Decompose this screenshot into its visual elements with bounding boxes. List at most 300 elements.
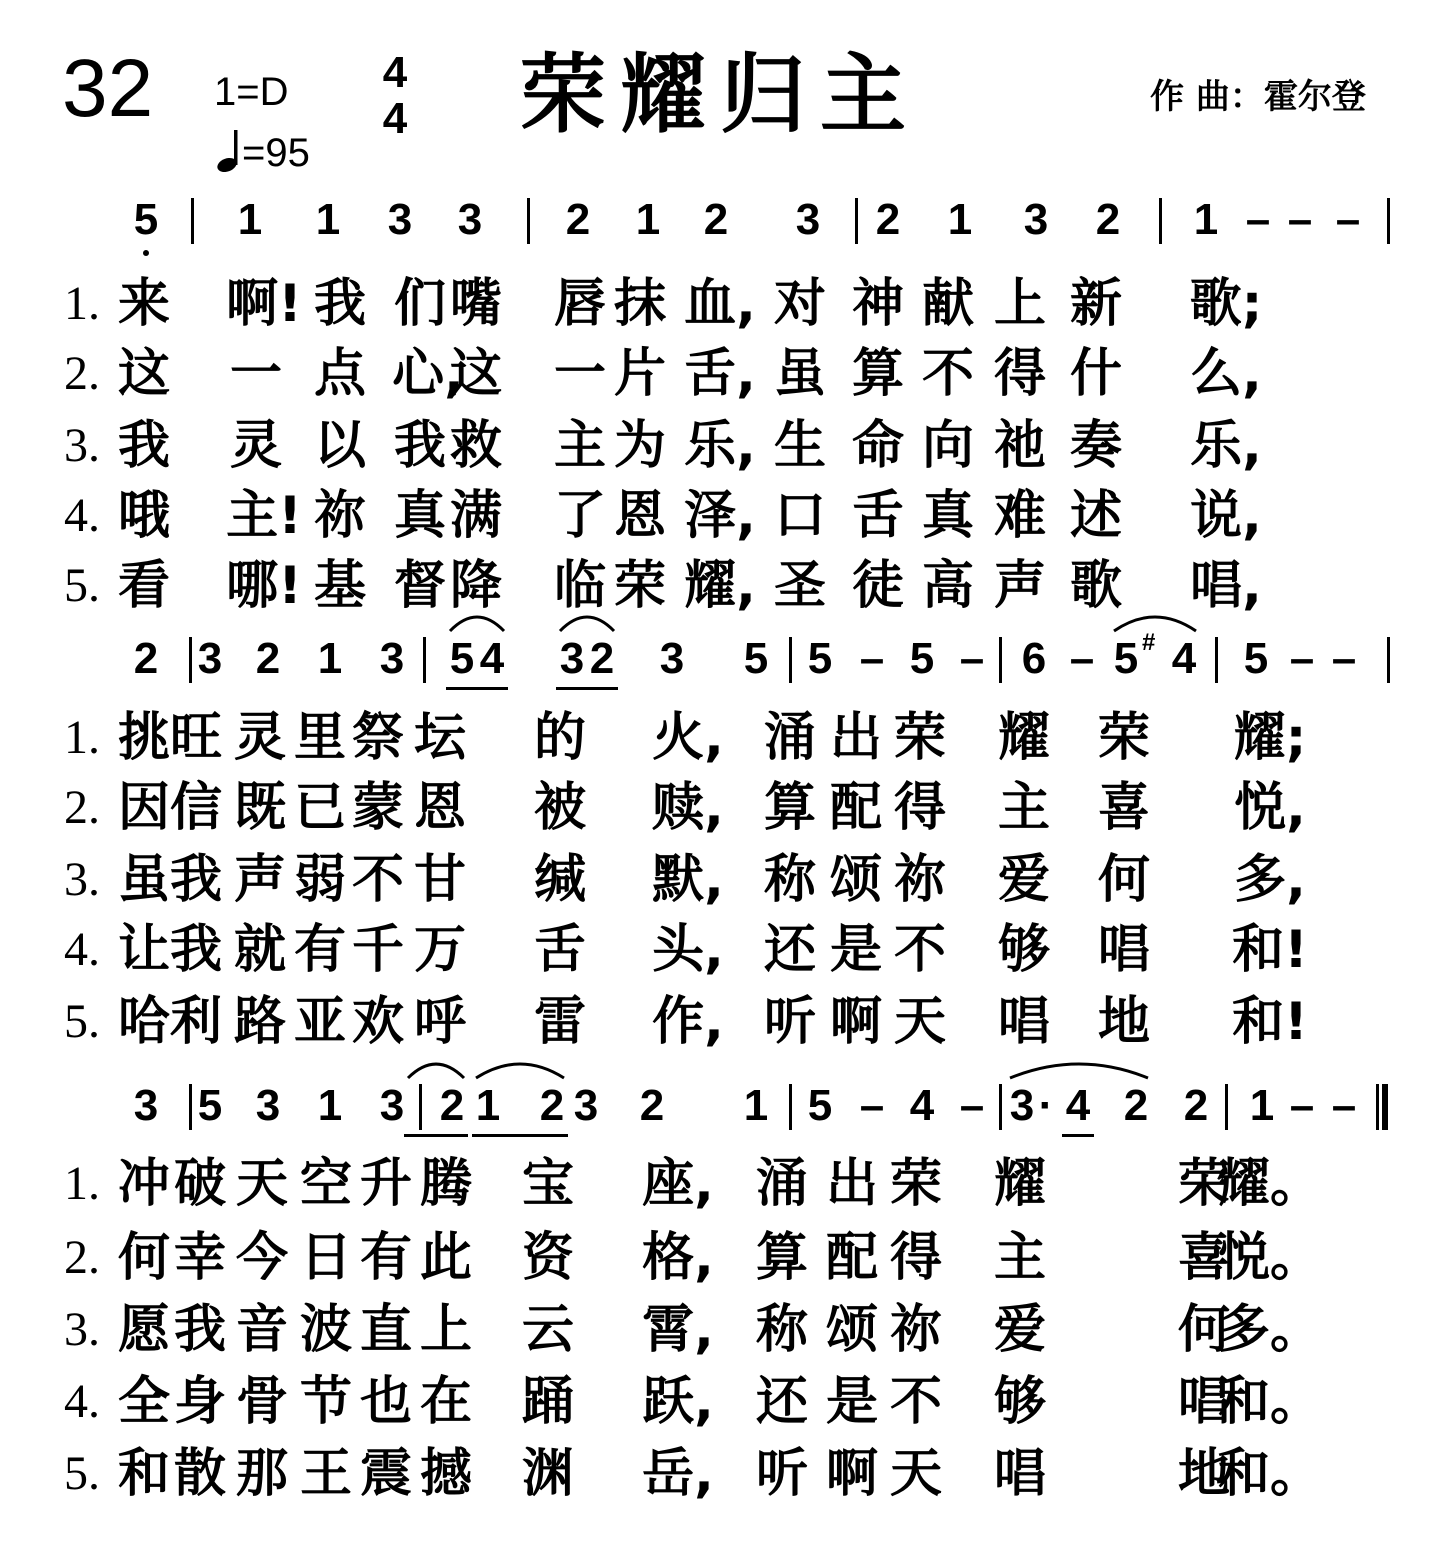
lyric-syllable: 舌 <box>851 486 905 546</box>
lyric-syllable: 唱 <box>993 1444 1047 1504</box>
lyric-syllable: 荣 <box>1177 1154 1231 1214</box>
note: 5 <box>1243 634 1269 683</box>
note: 1 <box>315 195 341 244</box>
verse-number: 3. <box>64 1303 100 1356</box>
lyric-syllable: 血, <box>684 274 756 334</box>
lyric-syllable: 我 <box>169 920 223 980</box>
lyric-syllable: 颂 <box>829 850 883 910</box>
note: 1 <box>635 195 661 244</box>
lyric-syllable: 什 <box>1069 344 1123 404</box>
note: 4 <box>909 1081 935 1130</box>
note: 2 <box>1183 1081 1209 1130</box>
lyric-syllable: 全 <box>117 1372 171 1432</box>
verse-number: 5. <box>64 559 100 612</box>
note: 2 <box>703 195 729 244</box>
verse-number: 5. <box>64 995 100 1048</box>
lyric-syllable: 听 <box>763 992 817 1052</box>
lyric-syllable: 因 <box>117 778 171 838</box>
notation-row-2 <box>0 629 1450 705</box>
barline <box>1387 198 1390 244</box>
lyric-syllable: 不 <box>351 850 405 910</box>
lyric-syllable: 我 <box>173 1300 227 1360</box>
lyric-syllable: 新 <box>1069 274 1123 334</box>
lyric-syllable: 身 <box>173 1372 227 1432</box>
dash-extension: – <box>1289 1081 1315 1130</box>
note: 3 <box>573 1081 599 1130</box>
lyric-syllable: 么, <box>1190 344 1262 404</box>
lyric-syllable: 在 <box>419 1372 473 1432</box>
note: 5 <box>1113 634 1139 683</box>
lyric-syllable: 主 <box>997 778 1051 838</box>
lyric-syllable: 恩 <box>613 486 667 546</box>
lyric-line <box>64 778 1364 842</box>
lyric-syllable: 喜 <box>1097 778 1151 838</box>
dash-extension: – <box>959 1081 985 1130</box>
slur <box>406 1058 466 1080</box>
lyric-line <box>64 274 1364 338</box>
barline <box>855 198 858 244</box>
lyric-syllable: 耀。 <box>1217 1154 1323 1214</box>
lyric-syllable: 向 <box>921 416 975 476</box>
verse-number: 5. <box>64 1447 100 1500</box>
note: 2 <box>589 634 615 683</box>
lyric-syllable: 欢 <box>351 992 405 1052</box>
lyric-syllable: 不 <box>893 920 947 980</box>
lyric-syllable: 和 <box>117 1444 171 1504</box>
lyric-syllable: 雷 <box>533 992 587 1052</box>
lyric-syllable: 喜 <box>1177 1228 1231 1288</box>
lyric-syllable: 说, <box>1190 486 1262 546</box>
barline <box>999 637 1002 683</box>
lyric-syllable: 得 <box>993 344 1047 404</box>
lyric-syllable: 神 <box>851 274 905 334</box>
lyric-line <box>64 1444 1364 1508</box>
lyric-syllable: 耀 <box>993 1154 1047 1214</box>
lyric-syllable: 地 <box>1097 992 1151 1052</box>
note: 5 <box>909 634 935 683</box>
lyric-syllable: 直 <box>359 1300 413 1360</box>
lyric-syllable: 甘 <box>413 850 467 910</box>
lyric-syllable: 不 <box>889 1372 943 1432</box>
lyric-syllable: 不 <box>921 344 975 404</box>
slur <box>558 611 616 633</box>
lyric-syllable: 唱, <box>1190 556 1262 616</box>
lyric-syllable: 称 <box>755 1300 809 1360</box>
lyric-syllable: 算 <box>763 778 817 838</box>
lyric-syllable: 片 <box>613 344 667 404</box>
lyric-syllable: 舌, <box>684 344 756 404</box>
lyric-syllable: 满 <box>449 486 503 546</box>
lyric-syllable: 和! <box>1232 920 1308 980</box>
note: 3 <box>1023 195 1049 244</box>
barline <box>1225 1084 1228 1130</box>
lyric-syllable: 被 <box>533 778 587 838</box>
lyric-syllable: 救 <box>449 416 503 476</box>
lyric-syllable: 我 <box>313 274 367 334</box>
lyric-syllable: 骨 <box>235 1372 289 1432</box>
lyric-line <box>64 992 1364 1056</box>
lyric-syllable: 悦, <box>1234 778 1306 838</box>
lyric-syllable: 虽 <box>773 344 827 404</box>
lyric-syllable: 歌; <box>1189 274 1263 334</box>
augmentation-dot: · <box>1038 1081 1054 1130</box>
lyric-syllable: 空 <box>299 1154 353 1214</box>
note: 2 <box>255 634 281 683</box>
lyric-syllable: 高 <box>921 556 975 616</box>
lyric-syllable: 我 <box>169 850 223 910</box>
lyric-syllable: 万 <box>413 920 467 980</box>
final-barline <box>1376 1084 1388 1130</box>
lyric-syllable: 虽 <box>117 850 171 910</box>
lyric-syllable: 以 <box>313 416 367 476</box>
lyric-syllable: 此 <box>419 1228 473 1288</box>
verse-number: 1. <box>64 711 100 764</box>
verse-number: 4. <box>64 1375 100 1428</box>
lyric-syllable: 一 <box>553 344 607 404</box>
lyric-syllable: 冲 <box>117 1154 171 1214</box>
lyric-line <box>64 1154 1364 1218</box>
lyric-syllable: 祢 <box>889 1300 943 1360</box>
barline <box>189 637 192 683</box>
note: 4 <box>479 634 505 683</box>
note: 5 <box>807 1081 833 1130</box>
lyric-syllable: 恩 <box>413 778 467 838</box>
lyric-syllable: 徒 <box>851 556 905 616</box>
lyric-syllable: 哪! <box>226 556 302 616</box>
lyric-syllable: 和! <box>1232 992 1308 1052</box>
lyric-line <box>64 344 1364 408</box>
lyric-syllable: 弱 <box>293 850 347 910</box>
lyric-syllable: 听 <box>755 1444 809 1504</box>
barline <box>423 637 426 683</box>
lyric-syllable: 云 <box>521 1300 575 1360</box>
lyric-syllable: 声 <box>993 556 1047 616</box>
note: 4 <box>1171 634 1197 683</box>
lyric-syllable: 幸 <box>173 1228 227 1288</box>
lyric-syllable: 天 <box>235 1154 289 1214</box>
lyric-syllable: 来 <box>117 274 171 334</box>
lyric-syllable: 们 <box>393 274 447 334</box>
lyric-syllable: 抹 <box>613 274 667 334</box>
lyric-syllable: 献 <box>921 274 975 334</box>
dash-extension: – <box>959 634 985 683</box>
quarter-note-icon <box>216 128 242 172</box>
lyric-syllable: 升 <box>359 1154 413 1214</box>
lyric-syllable: 这 <box>449 344 503 404</box>
lyric-syllable: 是 <box>829 920 883 980</box>
note: 1 <box>1249 1081 1275 1130</box>
lyric-syllable: 唱 <box>1177 1372 1231 1432</box>
lyric-syllable: 够 <box>997 920 1051 980</box>
lyric-syllable: 有 <box>293 920 347 980</box>
lyric-syllable: 主 <box>553 416 607 476</box>
lyric-syllable: 舌 <box>533 920 587 980</box>
lyric-syllable: 我 <box>393 416 447 476</box>
lyric-syllable: 够 <box>993 1372 1047 1432</box>
lyric-syllable: 配 <box>829 778 883 838</box>
lyric-syllable: 唱 <box>1097 920 1151 980</box>
lyric-syllable: 爱 <box>993 1300 1047 1360</box>
lyric-syllable: 颂 <box>825 1300 879 1360</box>
note: 5 <box>449 634 475 683</box>
lyric-syllable: 也 <box>359 1372 413 1432</box>
lyric-syllable: 蒙 <box>351 778 405 838</box>
lyric-syllable: 得 <box>889 1228 943 1288</box>
lyric-syllable: 祂 <box>993 416 1047 476</box>
lyric-syllable: 何 <box>1177 1300 1231 1360</box>
verse-number: 2. <box>64 1231 100 1284</box>
lyric-syllable: 天 <box>893 992 947 1052</box>
lyric-syllable: 称 <box>763 850 817 910</box>
slur <box>1112 611 1198 633</box>
lyric-syllable: 主 <box>993 1228 1047 1288</box>
lyric-syllable: 耀; <box>1233 708 1307 768</box>
dash-extension: – <box>1335 195 1361 244</box>
note: 1 <box>237 195 263 244</box>
lyric-syllable: 一 <box>229 344 283 404</box>
page-title: 荣耀归主 <box>520 45 920 145</box>
note: 3 <box>379 1081 405 1130</box>
key-signature: 1=D <box>214 70 289 114</box>
lyric-syllable: 跃, <box>642 1372 714 1432</box>
lyric-syllable: 得 <box>893 778 947 838</box>
barline <box>789 1084 792 1130</box>
lyric-syllable: 看 <box>117 556 171 616</box>
lyric-syllable: 波 <box>299 1300 353 1360</box>
lyric-syllable: 火, <box>652 708 724 768</box>
lyric-syllable: 命 <box>851 416 905 476</box>
lyric-syllable: 震 <box>359 1444 413 1504</box>
note: 3 <box>457 195 483 244</box>
lyric-syllable: 千 <box>351 920 405 980</box>
lyric-syllable: 缄 <box>533 850 587 910</box>
lyric-syllable: 歌 <box>1069 556 1123 616</box>
barline <box>191 198 194 244</box>
lyric-syllable: 日 <box>299 1228 353 1288</box>
verse-number: 3. <box>64 853 100 906</box>
lyric-syllable: 出 <box>829 708 883 768</box>
lyric-syllable: 撼 <box>419 1444 473 1504</box>
lyric-syllable: 嘴 <box>449 274 503 334</box>
note: 2 <box>439 1081 465 1130</box>
lyric-syllable: 地 <box>1177 1444 1231 1504</box>
lyric-syllable: 王 <box>299 1444 353 1504</box>
lyric-syllable: 默, <box>652 850 724 910</box>
verse-number: 4. <box>64 923 100 976</box>
lyric-syllable: 我 <box>117 416 171 476</box>
lyric-syllable: 哦 <box>117 486 171 546</box>
lyric-syllable: 呼 <box>413 992 467 1052</box>
lyric-syllable: 降 <box>449 556 503 616</box>
lyric-syllable: 宝 <box>521 1154 575 1214</box>
lyric-syllable: 那 <box>235 1444 289 1504</box>
lyric-syllable: 真 <box>393 486 447 546</box>
note: 5 <box>743 634 769 683</box>
lyric-syllable: 主! <box>226 486 302 546</box>
lyric-syllable: 涌 <box>763 708 817 768</box>
verse-number: 1. <box>64 277 100 330</box>
lyric-syllable: 心, <box>392 344 464 404</box>
eighth-underline <box>556 687 618 690</box>
lyric-syllable: 天 <box>889 1444 943 1504</box>
dash-extension: – <box>1289 634 1315 683</box>
lyric-syllable: 唱 <box>997 992 1051 1052</box>
lyric-syllable: 真 <box>921 486 975 546</box>
lyric-syllable: 多。 <box>1217 1300 1323 1360</box>
lyric-syllable: 声 <box>233 850 287 910</box>
note: 3 <box>559 634 585 683</box>
lyric-syllable: 唇 <box>553 274 607 334</box>
lyric-syllable: 破 <box>173 1154 227 1214</box>
tempo-value: =95 <box>242 131 310 175</box>
verse-number: 3. <box>64 419 100 472</box>
barline <box>419 1084 422 1130</box>
lyric-syllable: 算 <box>851 344 905 404</box>
note: 3 <box>659 634 685 683</box>
note: 3 <box>1009 1081 1035 1130</box>
lyric-syllable: 赎, <box>652 778 724 838</box>
lyric-syllable: 荣 <box>893 708 947 768</box>
lyric-syllable: 乐, <box>1190 416 1262 476</box>
note: 5 <box>197 1081 223 1130</box>
lyric-syllable: 上 <box>993 274 1047 334</box>
note: 2 <box>875 195 901 244</box>
lyric-syllable: 涌 <box>755 1154 809 1214</box>
note: 1 <box>947 195 973 244</box>
octave-dot <box>143 250 149 256</box>
lyric-line <box>64 850 1364 914</box>
lyric-syllable: 今 <box>235 1228 289 1288</box>
lyric-syllable: 基 <box>313 556 367 616</box>
note: 2 <box>539 1081 565 1130</box>
lyric-syllable: 霄, <box>642 1300 714 1360</box>
lyric-syllable: 配 <box>825 1228 879 1288</box>
lyric-syllable: 利 <box>169 992 223 1052</box>
lyric-syllable: 何 <box>1097 850 1151 910</box>
note: 1 <box>317 1081 343 1130</box>
lyric-syllable: 算 <box>755 1228 809 1288</box>
eighth-underline <box>1062 1134 1094 1137</box>
barline <box>1159 198 1162 244</box>
lyric-syllable: 这 <box>117 344 171 404</box>
lyric-line <box>64 1372 1364 1436</box>
lyric-syllable: 难 <box>993 486 1047 546</box>
verse-number: 4. <box>64 489 100 542</box>
lyric-line <box>64 920 1364 984</box>
lyric-syllable: 散 <box>173 1444 227 1504</box>
lyric-syllable: 踊 <box>521 1372 575 1432</box>
lyric-syllable: 上 <box>419 1300 473 1360</box>
lyric-syllable: 耀 <box>997 708 1051 768</box>
note: 1 <box>475 1081 501 1130</box>
lyric-syllable: 灵 <box>233 708 287 768</box>
lyric-line <box>64 1300 1364 1364</box>
note: 2 <box>565 195 591 244</box>
note: 3 <box>795 195 821 244</box>
lyric-syllable: 悦。 <box>1217 1228 1323 1288</box>
notation-row-3 <box>0 1082 1450 1152</box>
lyric-syllable: 旺 <box>169 708 223 768</box>
lyric-syllable: 啊! <box>226 274 302 334</box>
dash-extension: – <box>1287 195 1313 244</box>
barline <box>1215 637 1218 683</box>
note: 2 <box>1123 1081 1149 1130</box>
lyric-syllable: 有 <box>359 1228 413 1288</box>
note: 2 <box>639 1081 665 1130</box>
dash-extension: – <box>1331 1081 1357 1130</box>
note: 2 <box>133 634 159 683</box>
eighth-underline <box>472 1134 568 1137</box>
lyric-syllable: 祢 <box>313 486 367 546</box>
lyric-syllable: 渊 <box>521 1444 575 1504</box>
lyric-syllable: 祢 <box>893 850 947 910</box>
lyric-syllable: 乐, <box>684 416 756 476</box>
lyric-syllable: 愿 <box>117 1300 171 1360</box>
verse-number: 1. <box>64 1157 100 1210</box>
slur <box>448 611 506 633</box>
note: 1 <box>743 1081 769 1130</box>
dash-extension: – <box>859 634 885 683</box>
lyric-syllable: 督 <box>393 556 447 616</box>
lyric-syllable: 荣 <box>889 1154 943 1214</box>
lyric-syllable: 泽, <box>684 486 756 546</box>
dash-extension: – <box>1245 195 1271 244</box>
meter-top: 4 <box>382 48 408 97</box>
lyric-syllable: 就 <box>233 920 287 980</box>
verse-number: 2. <box>64 347 100 400</box>
lyric-syllable: 既 <box>233 778 287 838</box>
slur <box>474 1058 566 1080</box>
lyric-syllable: 荣 <box>613 556 667 616</box>
lyric-syllable: 奏 <box>1069 416 1123 476</box>
eighth-underline <box>404 1134 468 1137</box>
lyric-syllable: 圣 <box>773 556 827 616</box>
note: 5 <box>133 195 159 244</box>
sharp-accidental: # <box>1142 629 1156 656</box>
lyric-syllable: 音 <box>235 1300 289 1360</box>
lyric-syllable: 出 <box>825 1154 879 1214</box>
lyric-syllable: 耀, <box>684 556 756 616</box>
lyric-syllable: 挑 <box>117 708 171 768</box>
lyric-syllable: 啊 <box>829 992 883 1052</box>
barline <box>527 198 530 244</box>
lyric-syllable: 哈 <box>117 992 171 1052</box>
note: 1 <box>1193 195 1219 244</box>
barline <box>789 637 792 683</box>
lyric-syllable: 荣 <box>1097 708 1151 768</box>
barline <box>1387 637 1390 683</box>
lyric-syllable: 口 <box>773 486 827 546</box>
lyric-syllable: 资 <box>521 1228 575 1288</box>
dash-extension: – <box>1069 634 1095 683</box>
lyric-syllable: 腾 <box>419 1154 473 1214</box>
lyric-syllable: 节 <box>299 1372 353 1432</box>
note: 3 <box>255 1081 281 1130</box>
lyric-syllable: 临 <box>553 556 607 616</box>
dash-extension: – <box>859 1081 885 1130</box>
lyric-syllable: 生 <box>773 416 827 476</box>
lyric-line <box>64 416 1364 480</box>
lyric-syllable: 坛 <box>413 708 467 768</box>
tempo-marking <box>216 128 310 173</box>
lyric-syllable: 对 <box>773 274 827 334</box>
note: 2 <box>1095 195 1121 244</box>
barline <box>999 1084 1002 1130</box>
lyric-syllable: 述 <box>1069 486 1123 546</box>
lyric-syllable: 里 <box>293 708 347 768</box>
meter-bottom: 4 <box>382 94 408 144</box>
lyric-syllable: 为 <box>613 416 667 476</box>
